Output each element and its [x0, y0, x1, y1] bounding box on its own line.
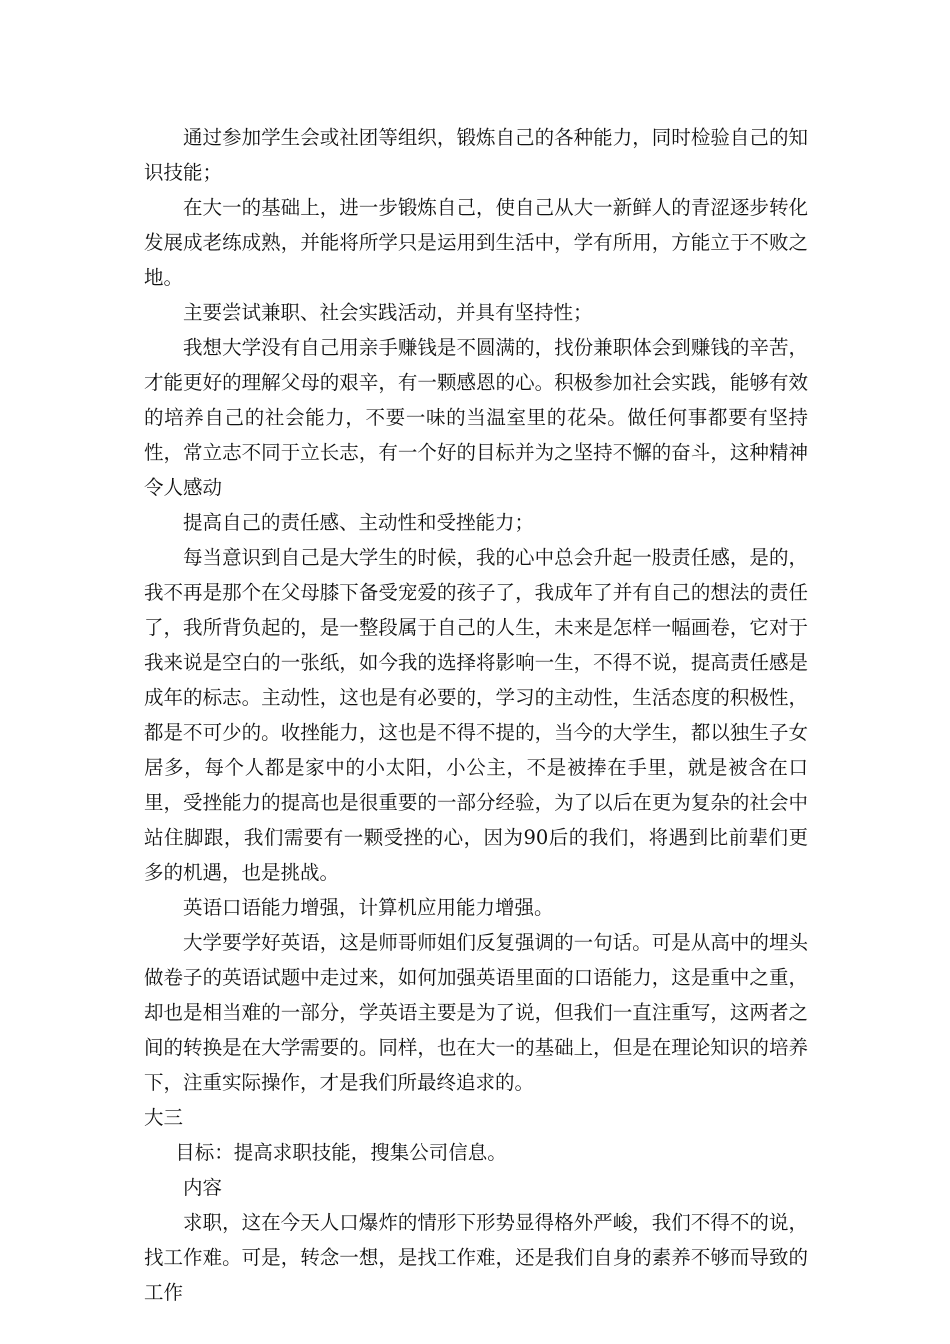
section-heading-third-year: 大三 [144, 1106, 184, 1129]
paragraph-goal: 目标：提高求职技能，搜集公司信息。 [175, 1141, 507, 1164]
paragraph-responsibility-heading: 提高自己的责任感、主动性和受挫能力； [183, 511, 535, 534]
paragraph-responsibility-body: 每当意识到自己是大学生的时候，我的心中总会升起一股责任感，是的，我不再是那个在父母膝下备受宠爱的孩子了，我成年了并有自己的想法的责任了，我所背负起的，是一整段属于自己的人生，未来是怎样一幅画卷，它对于我来说是空白的一张纸，如今我的选择将影响一生，不得不说，提高责任感是成年的标志。主动性，这也是有必要的，学习的主动性，生活态度的积极性，都是不可少的。收挫能力，这也是不得不提的，当今的大学生，都以独生子女居多，每个人都是家中的小太阳，小公主，不是被捧在手里，就是被含在口里，受挫能力的提高也是很重要的一部分经验，为了以后在更为复杂的社会中站住脚跟，我们需要有一颗受挫的心，因为90后的我们，将遇到比前辈们更多的机遇，也是挑战。 [144, 546, 808, 884]
paragraph-student-union: 通过参加学生会或社团等组织，锻炼自己的各种能力，同时检验自己的知识技能； [144, 126, 808, 184]
paragraph-english-body: 大学要学好英语，这是师哥师姐们反复强调的一句话。可是从高中的埋头做卷子的英语试题中走过来，如何加强英语里面的口语能力，这是重中之重，却也是相当难的一部分，学英语主要是为了说，但我们一直注重写，这两者之间的转换是在大学需要的。同样，也在大一的基础上，但是在理论知识的培养下，注重实际操作，才是我们所最终追求的。 [144, 931, 808, 1094]
document-body [144, 120, 808, 1310]
paragraph-english-heading: 英语口语能力增强，计算机应用能力增强。 [183, 896, 554, 919]
paragraph-second-year-growth: 在大一的基础上，进一步锻炼自己，使自己从大一新鲜人的青涩逐步转化发展成老练成熟，并能将所学只是运用到生活中，学有所用，方能立于不败之地。 [144, 196, 808, 289]
paragraph-part-time-heading: 主要尝试兼职、社会实践活动，并具有坚持性； [183, 301, 593, 324]
paragraph-part-time-body: 我想大学没有自己用亲手赚钱是不圆满的，找份兼职体会到赚钱的辛苦，才能更好的理解父母的艰辛，有一颗感恩的心。积极参加社会实践，能够有效的培养自己的社会能力，不要一味的当温室里的花朵。做任何事都要有坚持性，常立志不同于立长志，有一个好的目标并为之坚持不懈的奋斗，这种精神令人感动 [144, 336, 808, 499]
paragraph-job-search: 求职，这在今天人口爆炸的情形下形势显得格外严峻，我们不得不的说，找工作难。可是，转念一想，是找工作难，还是我们自身的素养不够而导致的工作 [144, 1211, 808, 1304]
paragraph-content-label: 内容 [183, 1176, 223, 1199]
